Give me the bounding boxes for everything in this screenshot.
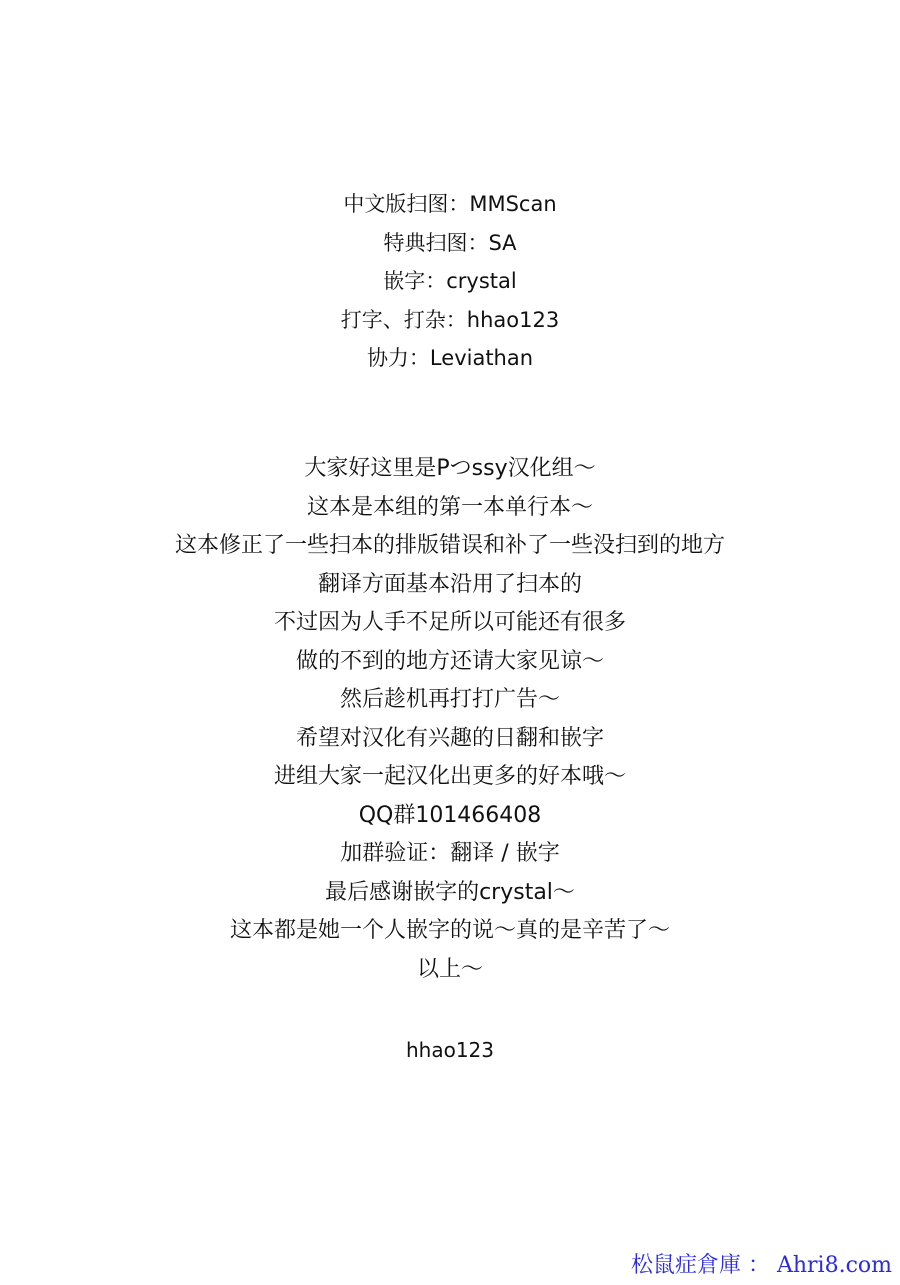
signature: hhao123 bbox=[405, 1038, 495, 1062]
message-line: 翻译方面基本沿用了扫本的 bbox=[317, 571, 582, 597]
message-line: 以上～ bbox=[416, 956, 483, 982]
credits-block bbox=[0, 185, 900, 378]
credit-scan-bonus: 特典扫图：SA bbox=[383, 230, 517, 255]
message-block bbox=[0, 450, 900, 989]
message-line: 大家好这里是Pつssy汉化组～ bbox=[304, 456, 596, 481]
message-line: 这本修正了一些扫本的排版错误和补了一些没扫到的地方 bbox=[174, 533, 725, 558]
message-line: 做的不到的地方还请大家见谅～ bbox=[295, 648, 604, 674]
message-line: 进组大家一起汉化出更多的好本哦～ bbox=[273, 764, 626, 789]
message-line: 不过因为人手不足所以可能还有很多 bbox=[273, 610, 626, 635]
credit-typesetting: 嵌字：crystal bbox=[383, 269, 517, 293]
message-line: 加群验证：翻译 / 嵌字 bbox=[340, 841, 560, 866]
message-line: 希望对汉化有兴趣的日翻和嵌字 bbox=[295, 725, 604, 751]
watermark: 松鼠症倉庫 ： Ahri8.com bbox=[630, 1253, 892, 1278]
credit-assist: 协力：Leviathan bbox=[366, 346, 534, 370]
message-line: 这本是本组的第一本单行本～ bbox=[306, 494, 593, 520]
credit-typing: 打字、打杂：hhao123 bbox=[340, 307, 560, 332]
qq-group-line: QQ群101466408 bbox=[358, 802, 542, 828]
credit-scan-cn: 中文版扫图：MMScan bbox=[343, 192, 557, 216]
message-line: 然后趁机再打打广告～ bbox=[339, 687, 560, 712]
message-line: 这本都是她一个人嵌字的说～真的是辛苦了～ bbox=[229, 918, 670, 943]
message-line: 最后感谢嵌字的crystal～ bbox=[325, 879, 575, 905]
